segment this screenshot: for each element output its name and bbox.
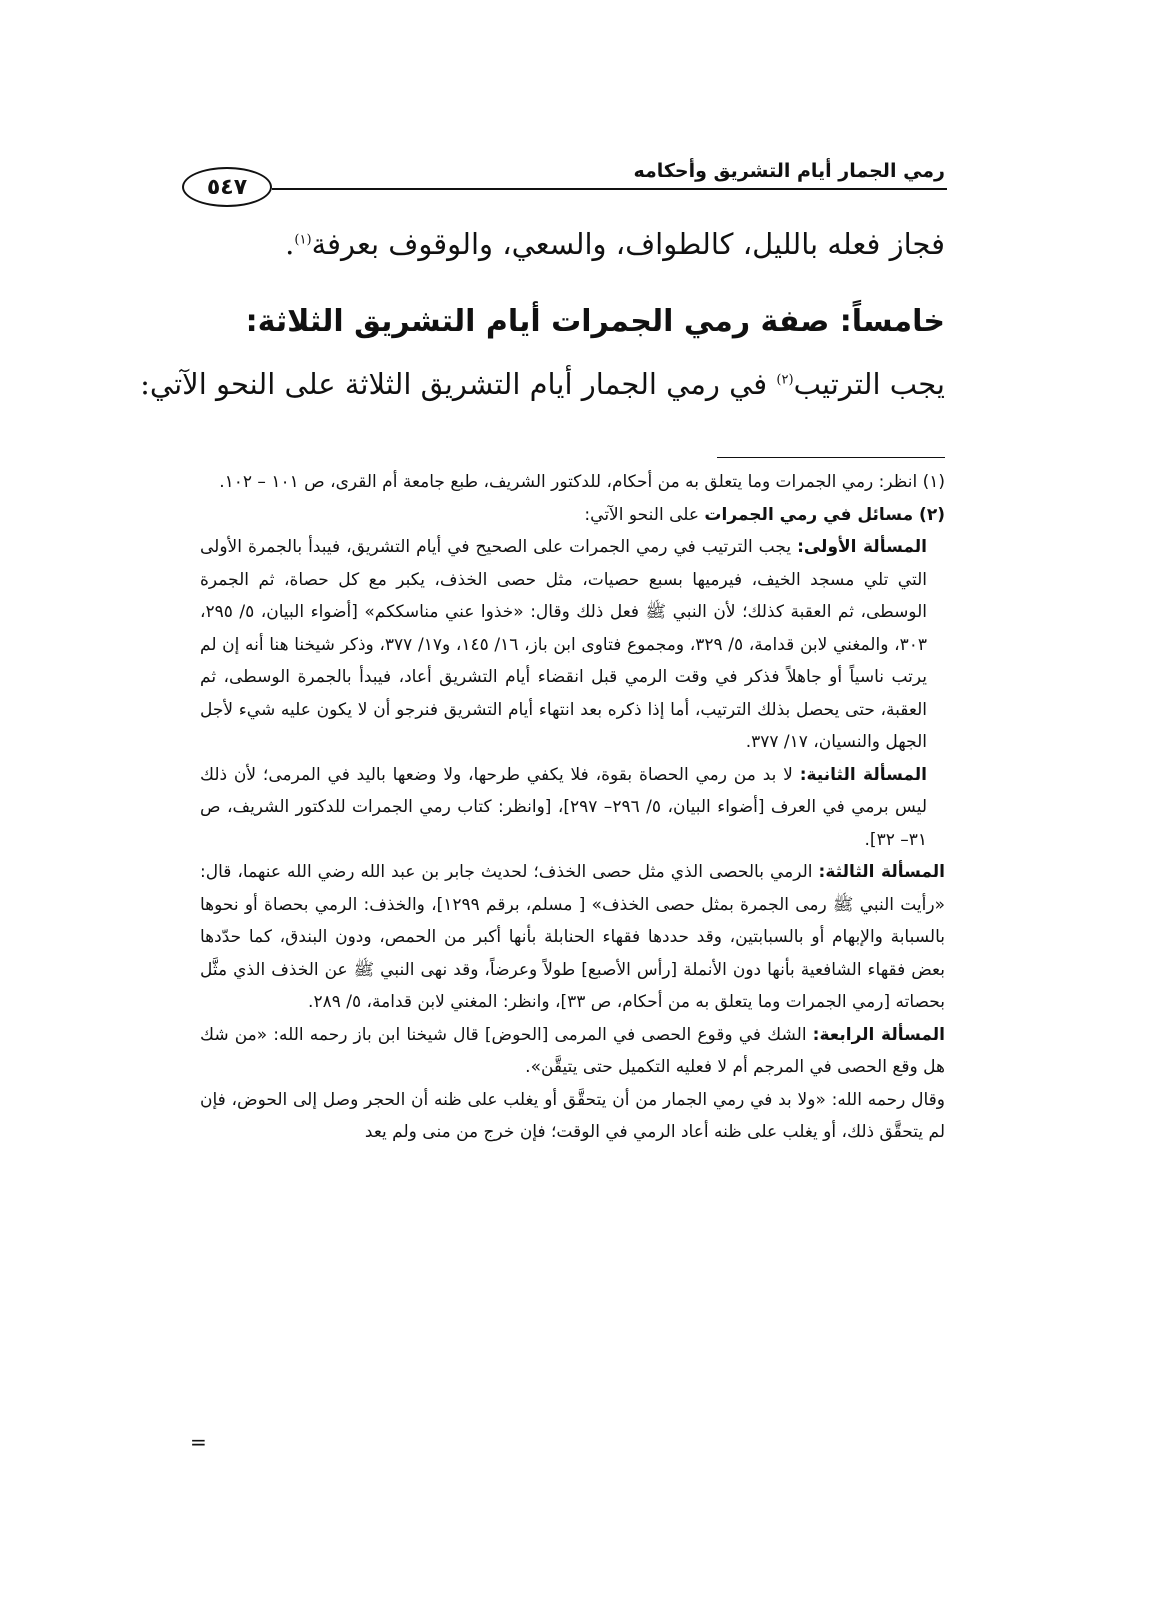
- running-header-title: رمي الجمار أيام التشريق وأحكامه: [633, 160, 945, 182]
- footnote-2-rest: على النحو الآتي:: [584, 504, 705, 525]
- issue-2-text: لا بد من رمي الحصاة بقوة، فلا يكفي طرحها، ولا وضعها باليد في المرمى؛ لأن ذلك ليس برمي في العرف [أضواء البيان، ٥/ ٢٩٦– ٢٩٧]، [وانظر: كتاب رمي الجمرات للدكتور الشريف، ص ٣١– ٣٢].: [200, 764, 927, 850]
- body-line-1-end: .: [285, 227, 295, 261]
- footnote-2: [200, 499, 945, 532]
- issue-4-label: المسألة الرابعة:: [812, 1024, 945, 1045]
- footnote-ref-1[interactable]: (١): [294, 232, 312, 248]
- footnote-2-label: (٢) مسائل في رمي الجمرات: [704, 504, 945, 525]
- issue-1-label: المسألة الأولى:: [797, 537, 927, 557]
- issue-1-text: يجب الترتيب في رمي الجمرات على الصحيح في أيام التشريق، فيبدأ بالجمرة الأولى التي تلي مسجد الخيف، فيرميها بسبع حصيات، مثل حصى الخذف، يكبر مع كل حصاة، ثم الجمرة الوسطى، ثم العقبة كذلك؛ لأن النبي ﷺ فعل ذلك وقال: «خذوا عني مناسككم» [أضواء البيان، ٥/ ٢٩٥، ٣٠٣، والمغني لابن قدامة، ٥/ ٣٢٩، ومجموع فتاوى ابن باز، ١٦/ ١٤٥، و١٧/ ٣٧٧، وذكر شيخنا هنا أنه إن لم يرتب ناسياً أو جاهلاً فذكر في وقت الرمي قبل انقضاء أيام التشريق أعاد، فيبدأ بالجمرة الوسطى، ثم العقبة، حتى يحصل بذلك الترتيب، أما إذا ذكره بعد انتهاء أيام التشريق فنرجو أن لا يكون عليه شيء لأجل الجهل والنسيان، ١٧/ ٣٧٧.: [200, 537, 927, 752]
- body-line-2-rest: في رمي الجمار أيام التشريق الثلاثة على النحو الآتي:: [140, 367, 777, 401]
- page-number-badge: [182, 167, 272, 207]
- issue-2: [200, 759, 945, 857]
- header-rule: [272, 188, 947, 190]
- section-heading: خامساً: صفة رمي الجمرات أيام التشريق الثلاثة:: [245, 304, 945, 339]
- issue-3-label: المسألة الثالثة:: [818, 862, 945, 882]
- issue-3: [200, 856, 945, 1019]
- footnote-1: (١) انظر: رمي الجمرات وما يتعلق به من أحكام، للدكتور الشريف، طبع جامعة أم القرى، ص ١٠١ – ١٠٢.: [219, 472, 945, 492]
- issue-4-continued: وقال رحمه الله: «ولا بد في رمي الجمار من أن يتحقَّق أو يغلب على ظنه أن الحجر وصل إلى الحوض، فإن لم يتحقَّق ذلك، أو يغلب على ظنه أعاد الرمي في الوقت؛ فإن خرج من منى ولم يعد: [200, 1089, 945, 1142]
- issue-1: [200, 531, 945, 759]
- issue-2-label: المسألة الثانية:: [799, 764, 927, 785]
- continuation-mark: =: [190, 1430, 207, 1454]
- footnote-ref-2[interactable]: (٢): [776, 372, 794, 388]
- issue-4-text: الشك في وقوع الحصى في المرمى [الحوض] قال شيخنا ابن باز رحمه الله: «من شك هل وقع الحصى في المرجم أم لا فعليه التكميل حتى يتيقَّن».: [200, 1024, 945, 1077]
- footnotes: [200, 466, 945, 1149]
- footnote-separator: [717, 457, 945, 458]
- page-number: ٥٤٧: [206, 174, 248, 200]
- issue-3-text: الرمي بالحصى الذي مثل حصى الخذف؛ لحديث جابر بن عبد الله رضي الله عنهما، قال: «رأيت النبي ﷺ رمى الجمرة بمثل حصى الخذف» [ مسلم، برقم ١٢٩٩]، والخذف: الرمي بحصاة أو نحوها بالسبابة والإبهام أو بالسبابتين، وقد حددها فقهاء الحنابلة بأنها أكبر من الحمص، ودون البندق، كما حدّدها بعض فقهاء الشافعية بأنها دون الأنملة [رأس الأصبع] طولاً وعرضاً، وقد نهى النبي ﷺ عن الخذف الذي مثَّل بحصاته [رمي الجمرات وما يتعلق به من أحكام، ص ٣٣]، وانظر: المغني لابن قدامة، ٥/ ٢٨٩.: [200, 862, 945, 1012]
- body-line-2-start: يجب الترتيب: [793, 367, 945, 401]
- body-line-2: [140, 364, 945, 404]
- body-line-1-text: فجاز فعله بالليل، كالطواف، والسعي، والوقوف بعرفة: [311, 227, 945, 261]
- issue-4: [200, 1019, 945, 1084]
- body-line-1: [200, 224, 945, 264]
